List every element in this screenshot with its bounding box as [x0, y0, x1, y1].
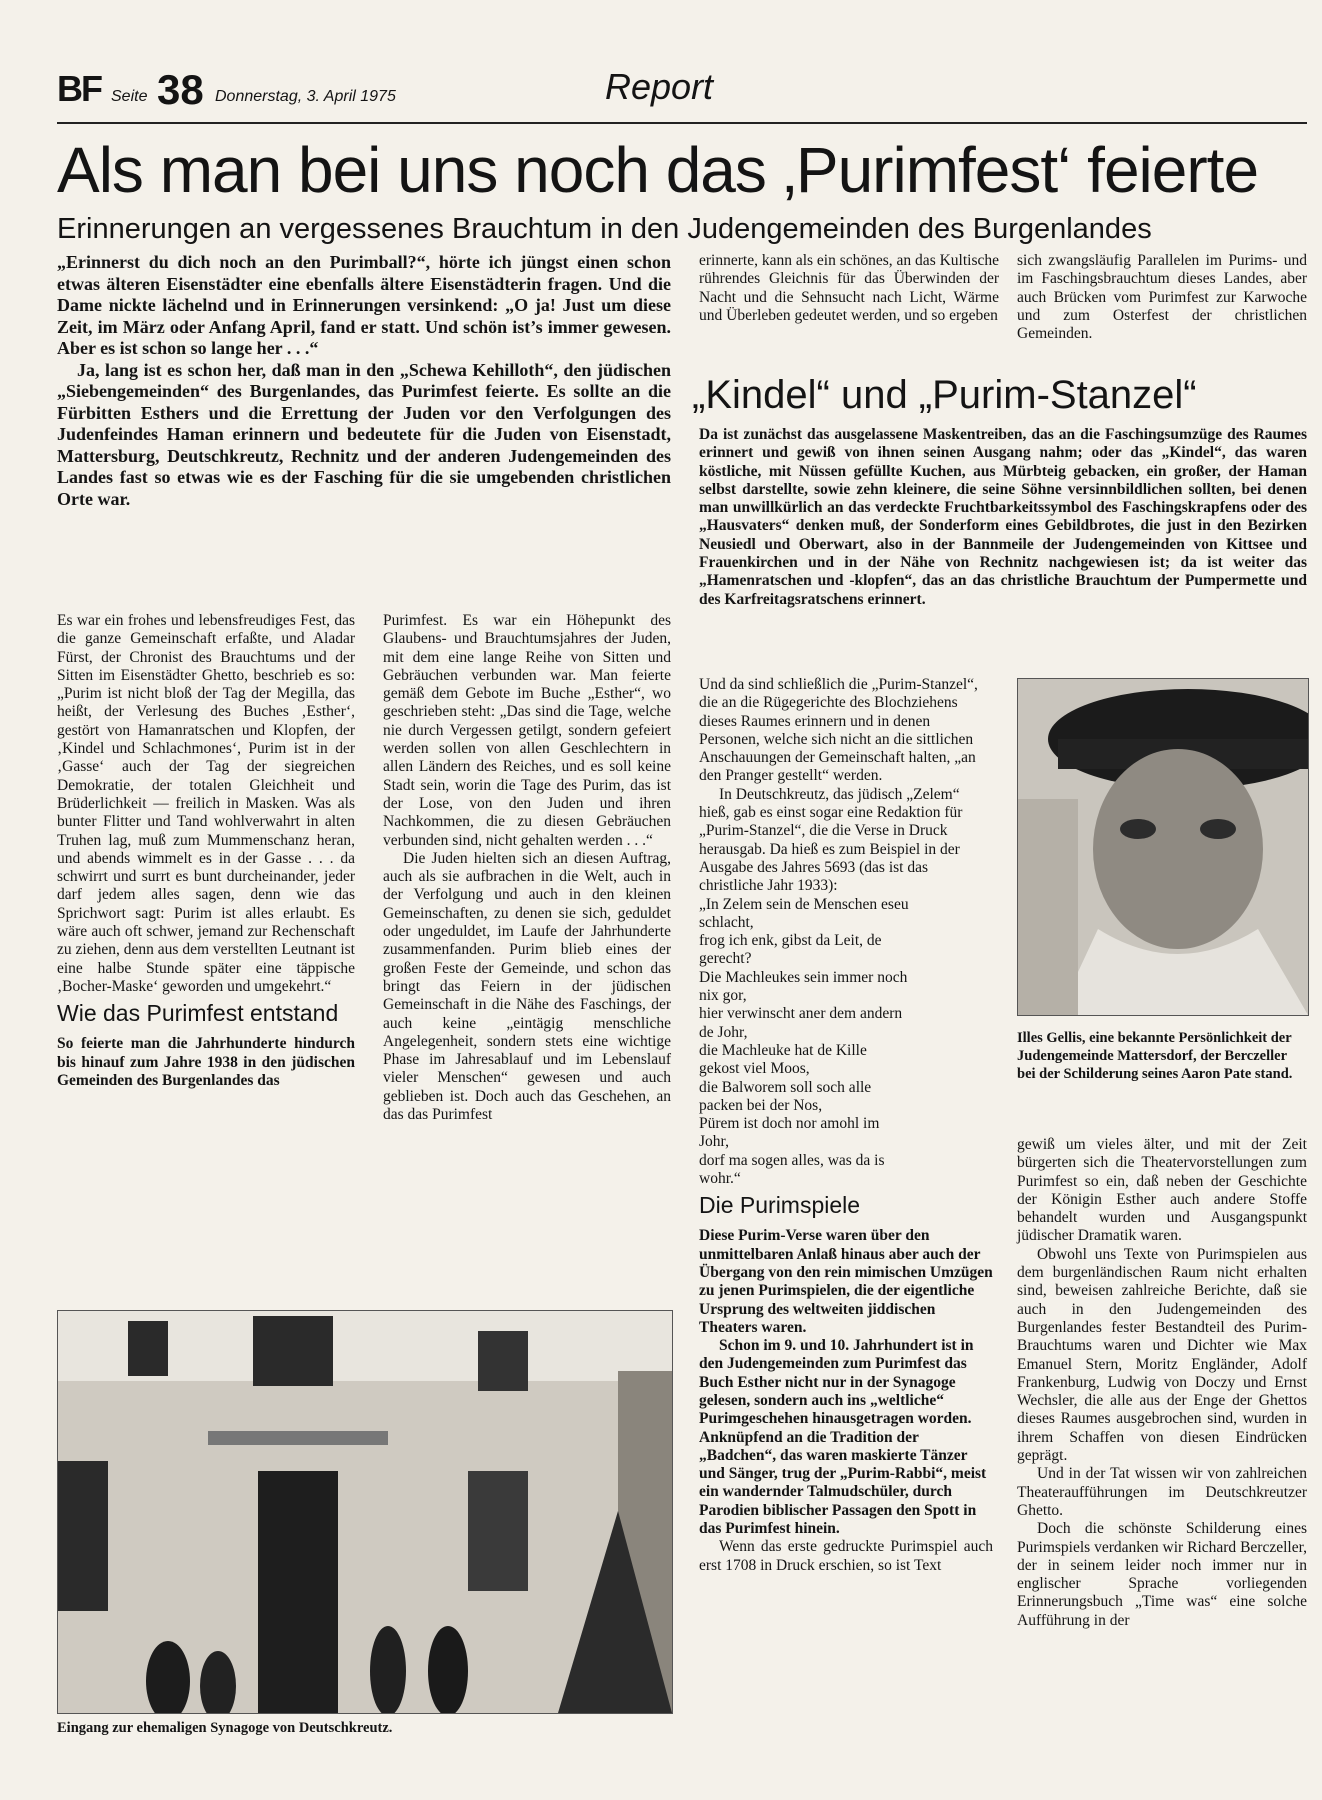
body-paragraph: Wenn das erste gedruckte Purimspiel auch erst 1708 in Druck erschien, so ist Text: [699, 1538, 993, 1574]
column-4-top: [1017, 252, 1307, 343]
issue-date: Donnerstag, 3. April 1975: [215, 88, 396, 105]
section-title: Report: [605, 66, 714, 107]
column-3-top: [699, 252, 999, 325]
body-paragraph: Und in der Tat wissen wir von zahlreichen Theateraufführungen im Deutschkreutzer Ghetto.: [1017, 1465, 1307, 1519]
body-paragraph: Schon im 9. und 10. Jahrhundert ist in den Judengemeinden zum Purimfest das Buch Esther nicht nur in der Synagoge gelesen, sondern auch ins „weltliche“ Purimgeschehen hinausgetragen worden. Anknüpfend an die Tradition der „Badchen“, das waren maskierte Tänzer und Sänger, trug der „Purim-Rabbi“, meist ein wandernder Talmudschüler, durch Parodien biblischer Passagen den Spott in das Purimfest hinein.: [699, 1337, 987, 1538]
portrait-photo: [1017, 678, 1309, 1016]
body-paragraph: So feierte man die Jahrhunderte hindurch bis hinauf zum Jahre 1938 in den jüdischen Gemeinden des Burgenlandes das: [57, 1035, 355, 1089]
body-paragraph: Diese Purim-Verse waren über den unmittelbaren Anlaß hinaus aber auch der Übergang von den rein mimischen Umzügen zu jenen Purimspielen, die der eigentliche Ursprung des weltweiten jiddischen Theaters waren.: [699, 1227, 993, 1336]
synagogue-photo: [57, 1310, 673, 1714]
purimspiele-text: [699, 1227, 993, 1538]
kindel-heading: „Kindel“ und „Purim-Stanzel“: [692, 373, 1197, 417]
subheading-purimspiele: Die Purimspiele: [699, 1192, 861, 1219]
seite-label: Seite: [111, 88, 148, 105]
logo: BF: [57, 68, 101, 109]
lead-text: [57, 252, 671, 510]
body-paragraph: Es war ein frohes und lebensfreudiges Fest, das die ganze Gemeinschaft erfaßte, und Aladar Fürst, der Chronist des Brauchtums und der Sitten im Eisenstädter Ghetto, beschrieb es so: „Purim ist nicht bloß der Tag der Megilla, das heißt, der Verlesung des Buches ‚Esther‘, gestört von Hamanratschen und Klopfen, der ‚Kindel und Schlachmones‘, Purim ist in der ‚Gasse‘ auch der Tag der siegreichen Demokratie, der totalen Gleichheit und Brüderlichkeit — freilich in Masken. Was als bunter Flitter und Tand wohlverwahrt in alten Truhen lag, muß zum Mummenschanz heran, und abends wimmelt es in der Gasse . . . da schwirrt und surrt es bunt durcheinander, jeder darf jedem alles sagen, denn wie das Sprichwort sagt: Purim ist alles erlaubt. Es wäre auch oft schwer, jemand zur Rechenschaft zu ziehen, denn aus dem verstellten Leutnant ist eine halbe Stunde später eine täppische ‚Bocher-Maske‘ geworden und umgekehrt.“: [57, 612, 355, 995]
kindel-text: [699, 426, 1307, 609]
portrait-illustration: [1018, 679, 1308, 1015]
headline: Als man bei uns noch das ‚Purimfest‘ feierte: [57, 134, 1259, 206]
page-number: 38: [157, 66, 204, 113]
body-paragraph: Und da sind schließlich die „Purim-Stanzel“, die an die Rügegerichte des Blochziehens dieses Raumes erinnern und in denen Personen, welche sich nicht an die sittlichen Anschauungen der Gemeinschaft halten, „an den Pranger gestellt“ werden.: [699, 676, 978, 785]
lead-paragraph: „Erinnerst du dich noch an den Purimball?“, hörte ich jüngst einen schon etwas älteren Eisenstädter eine ebenfalls ältere Eisenstädterin fragen. Und die Dame nickte lächelnd und in Erinnerungen versinkend: „O ja! Just um diese Zeit, im März oder Anfang April, fand er statt. Und schön ist’s immer gewesen. Aber es ist schon so lange her . . .“: [57, 252, 671, 358]
body-paragraph: Da ist zunächst das ausgelassene Maskentreiben, das an die Faschingsumzüge des Raumes erinnert und gewiß von ihnen seinen Ausgang nahm; oder das „Kindel“, das waren köstliche, mit Nüssen gefüllte Kuchen, aus Mürbteig gebacken, ein großer, der Haman selbst darstellte, sowie zehn kleinere, die seine Söhne versinnbildlichen sollten, bei denen man unwillkürlich an das verdeckte Fruchtbarkeitssymbol des Faschingskrapfens oder des „Hausvaters“ denken muß, der Sonderform eines Gebildbrotes, die just in den Bezirken Neusiedl und Oberwart, also in der Bannmeile der Judengemeinden von Kittsee und Frauenkirchen und in der Nähe von Rechnitz nachgewiesen ist; da ist weiter das „Hamenratschen und -klopfen“, das an das christliche Brauchtum der Pumpermette und des Karfreitagsratschens erinnert.: [699, 426, 1307, 608]
body-paragraph: gewiß um vieles älter, und mit der Zeit bürgerten sich die Theatervorstellungen zum Purimfest so ein, daß neben der Geschichte der Königin Esther auch andere Stoffe behandelt wurden und Ausgangspunkt jüdischer Dramatik waren.: [1017, 1136, 1307, 1245]
subheading-entstehung: Wie das Purimfest entstand: [57, 1000, 339, 1027]
body-paragraph: sich zwangsläufig Parallelen im Purims- und im Faschingsbrauchtum dieses Landes, aber auch Brücken vom Purimfest zur Karwoche und zum Osterfest der christlichen Gemeinden.: [1017, 252, 1307, 343]
body-paragraph: Die Juden hielten sich an diesen Auftrag, auch als sie aufbrachen in die Welt, auch in der Verfolgung und auch in den kleinen Gemeinschaften, zu denen sie sich, geduldet oder ungeduldet, im Laufe der Jahrhunderte zusammenfanden. Purim blieb eines der großen Feste der Gemeinde, und schon das bringt das Feiern in der jüdischen Gemeinschaft in die Nähe des Faschings, der auch keine „eintägig menschliche Angelegenheit, sondern stets eine wichtige Phase im Jahresablauf und im Lebenslauf vieler Menschen“ gewesen und auch geblieben ist. Doch auch das Geschehen, an das das Purimfest: [383, 849, 671, 1124]
body-paragraph: Purimfest. Es war ein Höhepunkt des Glaubens- und Brauchtumsjahres der Juden, mit dem eine lange Reihe von Sitten und Gebräuchen verbunden war. Man feierte gemäß dem Gebote im Buche „Esther“, wo geschrieben steht: „Das sind die Tage, welche nie durch Vergessen getilgt, sondern gefeiert werden sollen von allen Geschlechtern in allen Ländern des Reiches, und es soll keine Stadt sein, worin die Tage des Purim, das ist der Lose, von den Juden und ihren Nachkommen, die zu diesen Gebräuchen verbunden sind, nicht gehalten werden . . .“: [383, 612, 671, 849]
purim-verse: „In Zelem sein de Menschen eseu schlacht, frog ich enk, gibst da Leit, de gerecht? Die Machleukes sein immer noch nix gor, hier verwinscht aner dem andern de Johr, die Machleuke hat de Kille gekost viel Moos, die Balworem soll soch alle packen bei der Nos, Pürem ist doch nor amohl im Johr, dorf ma sogen alles, was da is wohr.“: [699, 895, 909, 1188]
column-3: [699, 676, 993, 1575]
synagogue-caption: Eingang zur ehemaligen Synagoge von Deutschkreutz.: [57, 1720, 393, 1736]
synagogue-illustration: [58, 1311, 672, 1713]
portrait-caption: Illes Gellis, eine bekannte Persönlichkeit der Judengemeinde Mattersdorf, der Berczeller bei der Schilderung seines Aaron Pate stand.: [1017, 1030, 1293, 1082]
body-paragraph: erinnerte, kann als ein schönes, an das Kultische rührendes Gleichnis für das Überwinden der Nacht und die Sehnsucht nach Licht, Wärme und Überleben gedeutet werden, und so ergeben: [699, 252, 1000, 324]
column-4: [1017, 1136, 1307, 1630]
lead-paragraph: Ja, lang ist es schon her, daß man in den „Schewa Kehilloth“, den jüdischen „Siebengemeinden“ des Burgenlandes, das Purimfest feierte. Es sollte an die Fürbitten Esthers und die Errettung der Juden vor den Verfolgungen des Judenfeindes Haman erinnern und bedeutete für die Juden von Eisenstadt, Mattersburg, Deutschkreutz, Rechnitz und der anderen Judengemeinden des Landes fast so etwas wie es der Fasching für die sie umgebenden christlichen Orte war.: [57, 359, 671, 509]
masthead: [57, 66, 1307, 124]
column-2: [383, 612, 671, 1124]
subheadline: Erinnerungen an vergessenes Brauchtum in den Judengemeinden des Burgenlandes: [57, 213, 1152, 245]
body-paragraph: Doch die schönste Schilderung eines Purimspiels verdanken wir Richard Berczeller, der in seinem leider noch immer nur in englischer Sprache vorliegenden Erinnerungsbuch „Time was“ eine solche Aufführung in der: [1017, 1520, 1307, 1629]
column-1: [57, 612, 355, 1090]
body-paragraph: In Deutschkreutz, das jüdisch „Zelem“ hieß, gab es einst sogar eine Redaktion für „Purim-Stanzel“, die die Verse in Druck herausgab. Da hieß es zum Beispiel in der Ausgabe des Jahres 5693 (das ist das christliche Jahr 1933):: [699, 785, 963, 895]
body-paragraph: Obwohl uns Texte von Purimspielen aus dem burgenländischen Raum nicht erhalten sind, beweisen zahlreiche Berichte, daß sie auch in den Judengemeinden des Burgenlandes fester Bestandteil des Purim-Brauchtums waren und Dichter wie Max Emanuel Stern, Moritz Engländer, Adolf Frankenburg, Ludwig von Doczy und Ernst Wechsler, die alle aus der Enge der Ghettos dieses Raumes ausgebrochen sind, wurden in ihrem Schaffen von diesen Eindrücken geprägt.: [1017, 1245, 1307, 1465]
